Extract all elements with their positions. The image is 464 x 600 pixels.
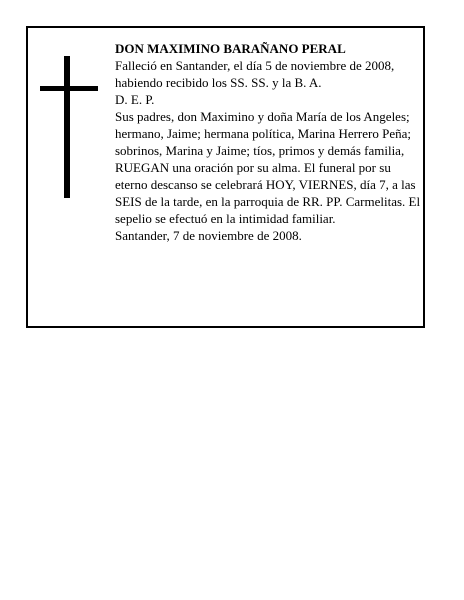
cross-vertical-bar (64, 56, 70, 198)
cross-horizontal-bar (40, 86, 98, 91)
family-line: Sus padres, don Maximino y doña María de los Angeles; hermano, Jaime; hermana política, Marina Herrero Peña; sobrinos, Marina y Jaime; tíos, primos y demás familia, (115, 109, 411, 158)
cross-icon (40, 56, 98, 198)
dep-line: D. E. P. (115, 92, 155, 107)
obituary-notice (26, 26, 425, 328)
notice-text (115, 40, 421, 244)
place-date-line: Santander, 7 de noviembre de 2008. (115, 228, 302, 243)
death-line: Falleció en Santander, el día 5 de noviembre de 2008, habiendo recibido los SS. SS. y la B. A. (115, 58, 395, 90)
request-line: RUEGAN una oración por su alma. El funeral por su eterno descanso se celebrará HOY, VIERNES, día 7, a las SEIS de la tarde, en la parroquia de RR. PP. Carmelitas. El sepelio se efectuó en la intimidad familiar. (115, 160, 421, 226)
deceased-name: DON MAXIMINO BARAÑANO PERAL (115, 41, 346, 56)
